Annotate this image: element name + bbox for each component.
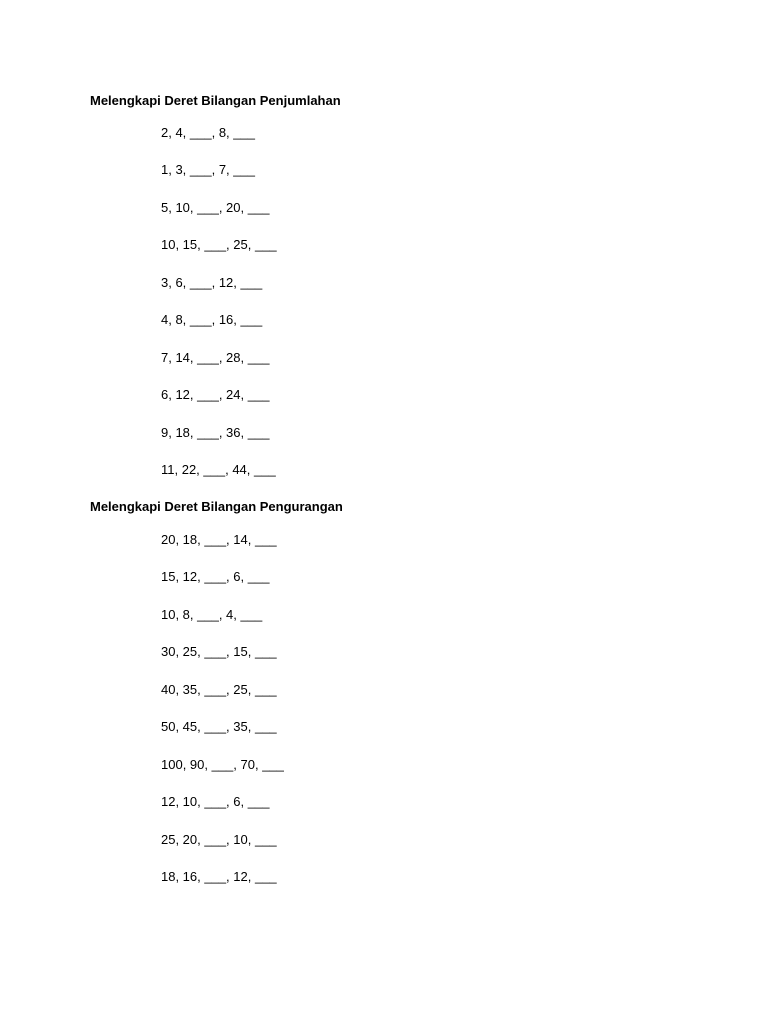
addition-sequence-list — [161, 125, 277, 499]
sequence-item: 1, 3, ___, 7, ___ — [161, 162, 255, 178]
sequence-item: 6, 12, ___, 24, ___ — [161, 387, 270, 403]
sequence-item: 10, 15, ___, 25, ___ — [161, 237, 277, 253]
sequence-item: 4, 8, ___, 16, ___ — [161, 312, 263, 328]
sequence-item: 100, 90, ___, 70, ___ — [161, 756, 284, 772]
sequence-item: 30, 25, ___, 15, ___ — [161, 644, 277, 660]
section-heading-addition: Melengkapi Deret Bilangan Penjumlahan — [90, 93, 341, 108]
sequence-item: 50, 45, ___, 35, ___ — [161, 719, 277, 735]
sequence-item: 2, 4, ___, 8, ___ — [161, 125, 255, 140]
sequence-item: 7, 14, ___, 28, ___ — [161, 349, 270, 365]
sequence-item: 9, 18, ___, 36, ___ — [161, 424, 270, 440]
sequence-item: 12, 10, ___, 6, ___ — [161, 794, 270, 810]
sequence-item: 18, 16, ___, 12, ___ — [161, 868, 277, 884]
sequence-item: 40, 35, ___, 25, ___ — [161, 681, 277, 697]
subtraction-sequence-list — [161, 532, 284, 906]
sequence-item: 20, 18, ___, 14, ___ — [161, 532, 277, 547]
sequence-item: 11, 22, ___, 44, ___ — [161, 461, 276, 477]
sequence-item: 25, 20, ___, 10, ___ — [161, 831, 277, 847]
sequence-item: 15, 12, ___, 6, ___ — [161, 569, 270, 585]
section-heading-subtraction: Melengkapi Deret Bilangan Pengurangan — [90, 499, 343, 514]
sequence-item: 5, 10, ___, 20, ___ — [161, 199, 270, 215]
sequence-item: 3, 6, ___, 12, ___ — [161, 274, 263, 290]
sequence-item: 10, 8, ___, 4, ___ — [161, 606, 263, 622]
